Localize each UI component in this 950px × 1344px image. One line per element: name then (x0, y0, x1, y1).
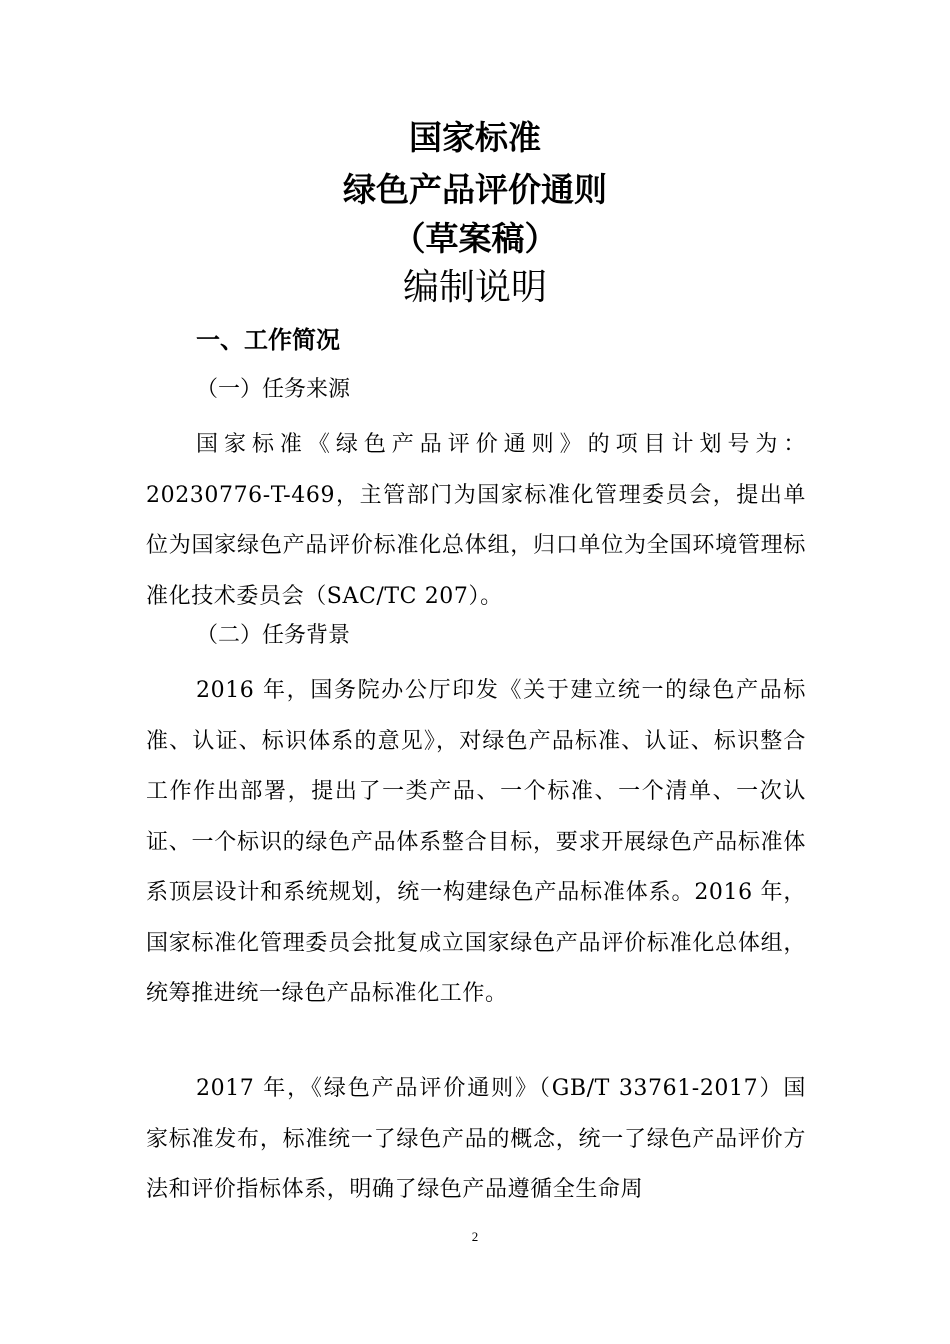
paragraph-standard-release: 2017 年，《绿色产品评价通则》（GB/T 33761-2017）国家标准发布，标准统一了绿色产品的概念，统一了绿色产品评价方法和评价指标体系，明确了绿色产品遵循全生命周 (146, 1076, 806, 1202)
paragraph-task-background: 2016 年，国务院办公厅印发《关于建立统一的绿色产品标准、认证、标识体系的意见》，对绿色产品标准、认证、标识整合工作作出部署，提出了一类产品、一个标准、一个清单、一次认证、一个标识的绿色产品体系整合目标，要求开展绿色产品标准体系顶层设计和系统规划，统一构建绿色产品标准体系。2016 年，国家标准化管理委员会批复成立国家绿色产品评价标准化总体组，统筹推进统一绿色产品标准化工作。 (146, 678, 806, 1006)
document-title-line2: 绿色产品评价通则 (343, 170, 607, 209)
subsection-heading-task-background: （二）任务背景 (196, 623, 351, 648)
document-title-line3: （草案稿） (392, 219, 558, 258)
document-subtitle: 编制说明 (402, 267, 547, 308)
paragraph-task-source: 国家标准《绿色产品评价通则》的项目计划号为：20230776-T-469，主管部门为国家标准化管理委员会，提出单位为国家绿色产品评价标准化总体组，归口单位为全国环境管理标准化技术委员会（SAC/TC 207）。 (146, 432, 806, 609)
section-heading: 一、工作简况 (196, 326, 340, 354)
subsection-heading-task-source: （一）任务来源 (196, 377, 351, 402)
document-title-line1: 国家标准 (409, 118, 541, 157)
page-number: 2 (471, 1229, 479, 1244)
